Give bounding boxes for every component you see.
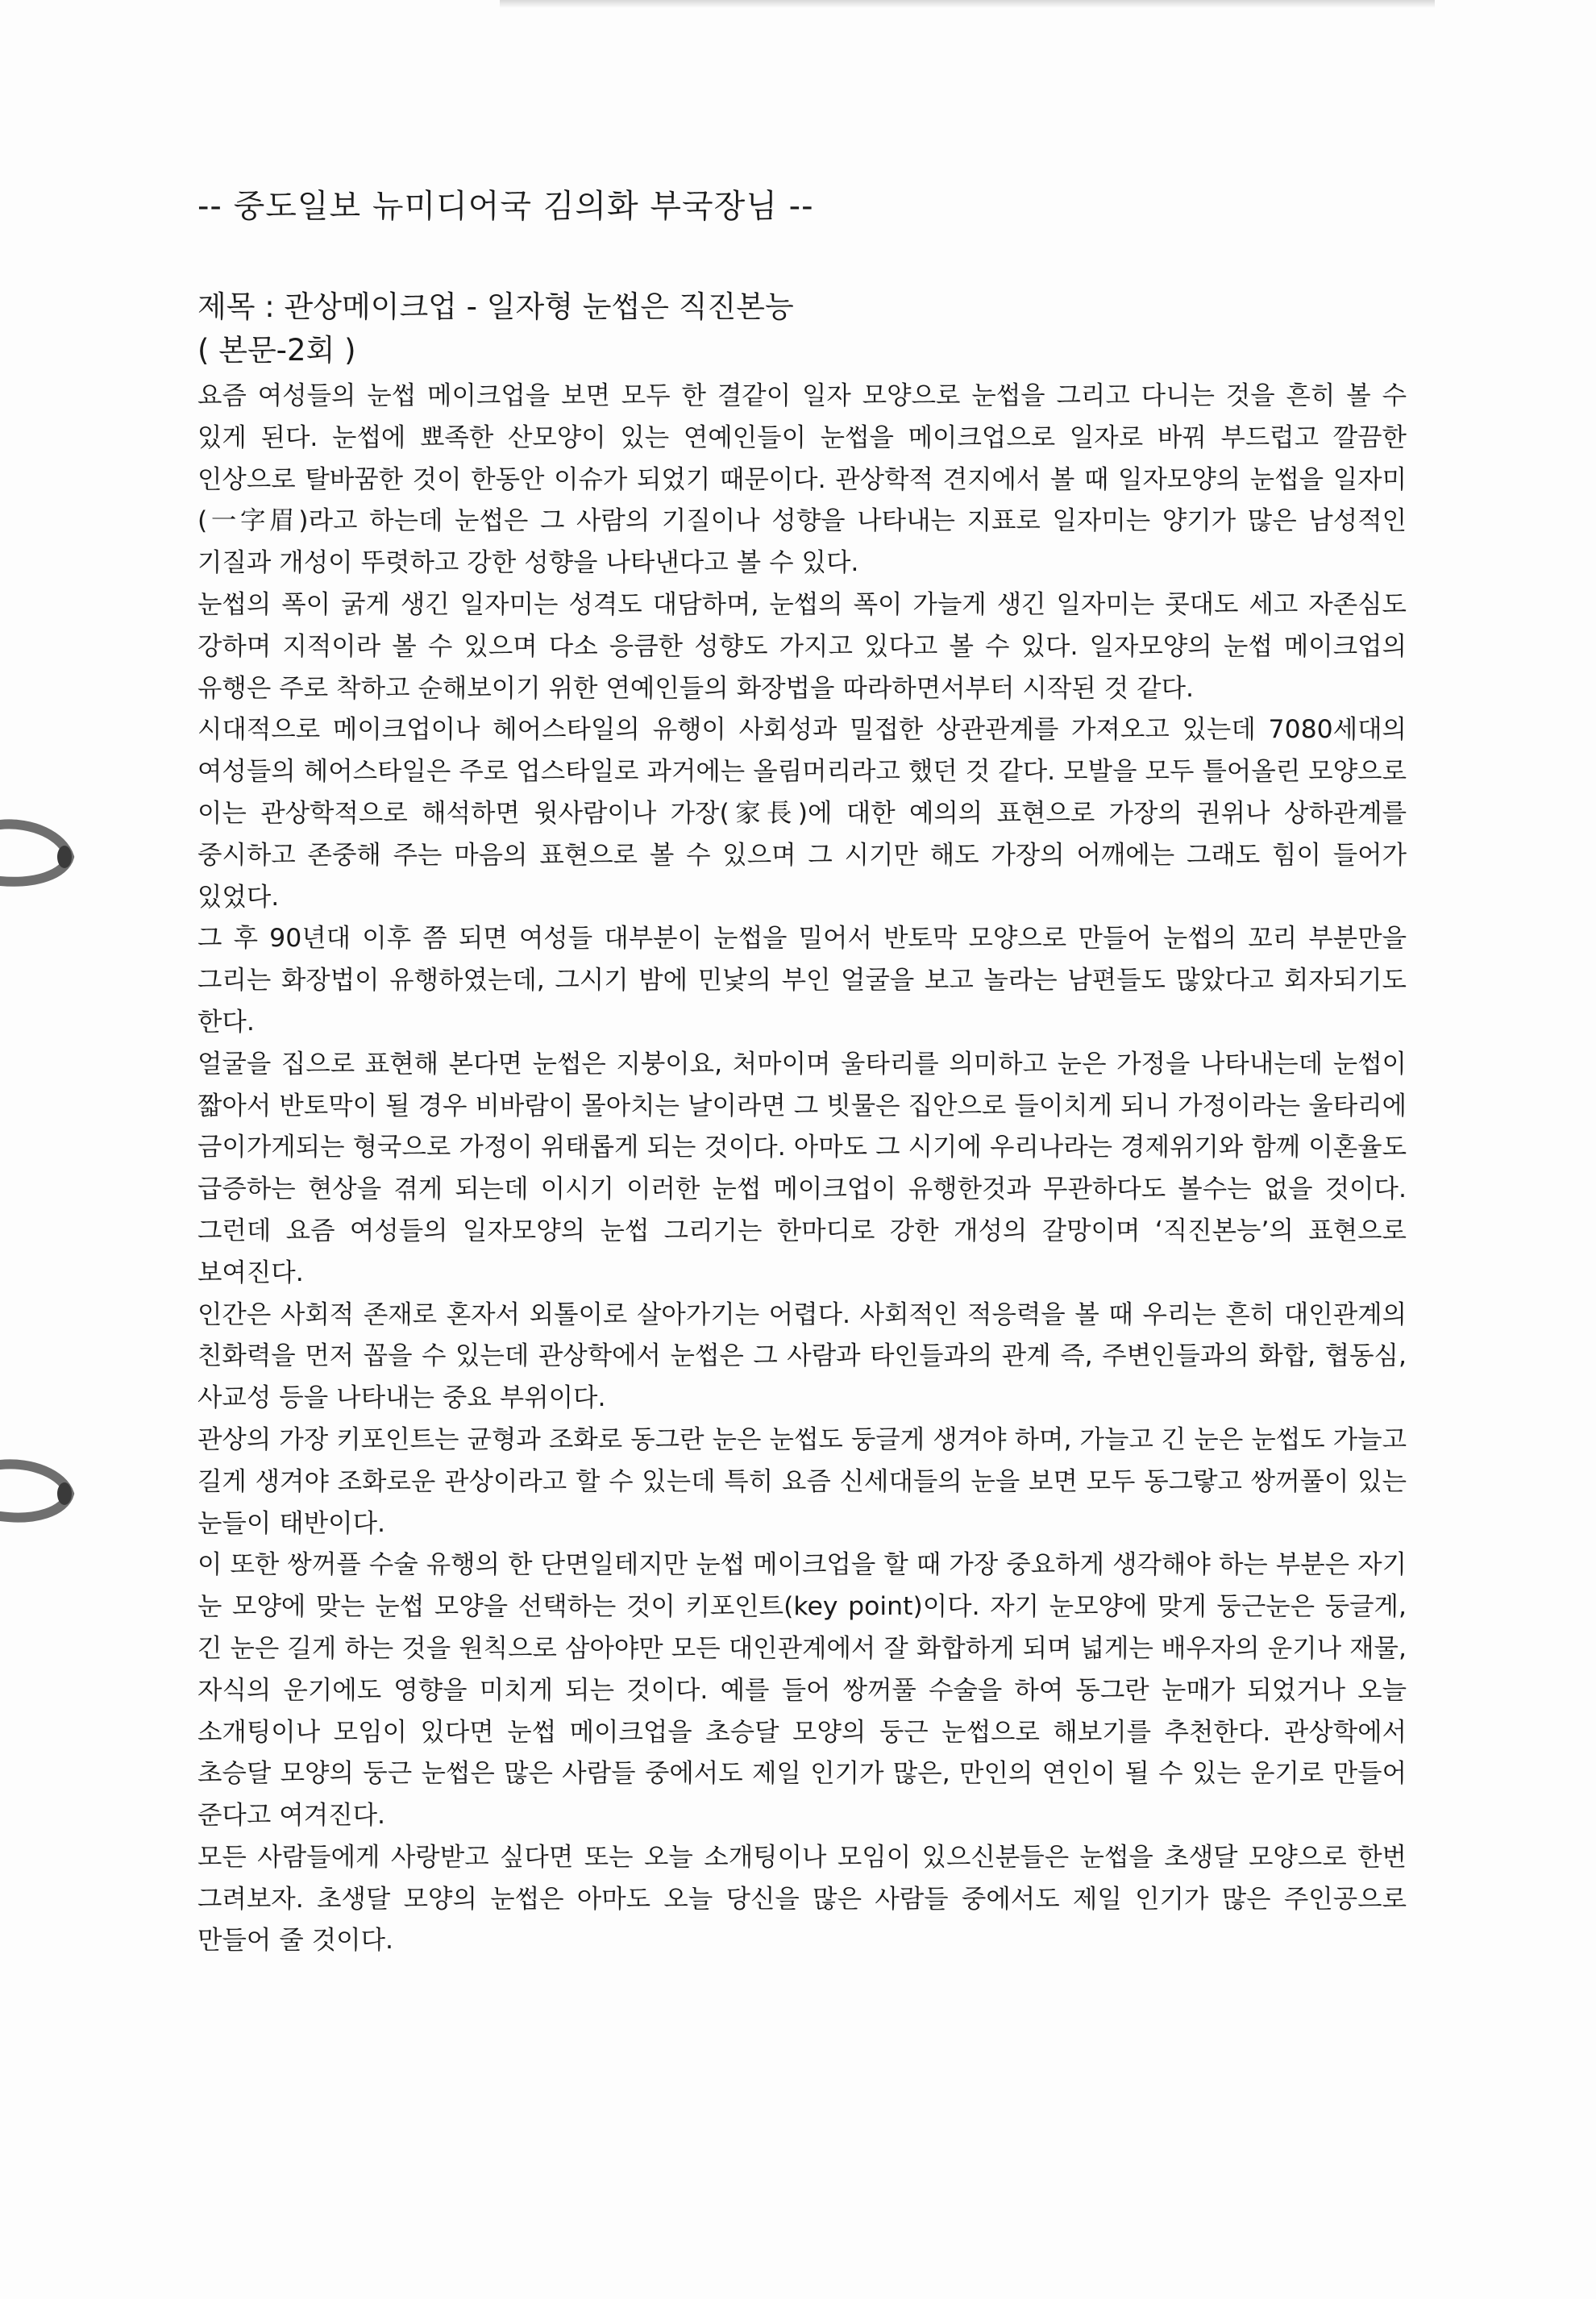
paragraph: 이 또한 쌍꺼플 수술 유행의 한 단면일테지만 눈썹 메이크업을 할 때 가장 중요하게 생각해야 하는 부분은 자기 눈 모양에 맞는 눈썹 모양을 선택하는 것이 키포인트(key point)이다. 자기 눈모양에 맞게 둥근눈은 둥글게, 긴 눈은 길게 하는 것을 원칙으로 삼아야만 모든 대인관계에서 잘 화합하게 되며 넓게는 배우자의 운기나 재물, 자식의 운기에도 영향을 미치게 되는 것이다. 예를 들어 쌍꺼풀 수술을 하여 동그란 눈매가 되었거나 오늘 소개팅이나 모임이 있다면 눈썹 메이크업을 초승달 모양의 둥근 눈썹으로 해보기를 추천한다. 관상학에서 초승달 모양의 둥근 눈썹은 많은 사람들 중에서도 제일 인기가 많은, 만인의 연인이 될 수 있는 운기로 만들어 준다고 여겨진다.: [197, 1550, 1407, 1831]
episode-label: ( 본문-2회 ): [197, 333, 356, 368]
document-body: [197, 184, 1407, 1962]
paragraph: 요즘 여성들의 눈썹 메이크업을 보면 모두 한 결같이 일자 모양으로 눈썹을 그리고 다니는 것을 흔히 볼 수 있게 된다. 눈썹에 뾰족한 산모양이 있는 연예인들이 눈썹을 메이크업으로 일자로 바꿔 부드럽고 깔끔한 인상으로 탈바꿈한 것이 한동안 이슈가 되었기 때문이다. 관상학적 견지에서 볼 때 일자모양의 눈썹을 일자미(一字眉)라고 하는데 눈썹은 그 사람의 기질이나 성향을 나타내는 지표로 일자미는 양기가 많은 남성적인 기질과 개성이 뚜렷하고 강한 성향을 나타낸다고 볼 수 있다.: [197, 381, 1407, 578]
binder-ring-hole: [0, 1447, 89, 1536]
binder-ring-hole: [0, 810, 89, 899]
paragraph: 모든 사람들에게 사랑받고 싶다면 또는 오늘 소개팅이나 모임이 있으신분들은 눈썹을 초생달 모양으로 한번 그려보자. 초생달 모양의 눈썹은 아마도 오늘 당신을 많은 사람들 중에서도 제일 인기가 많은 주인공으로 만들어 줄 것이다.: [197, 1842, 1407, 1956]
paragraph: 그 후 90년대 이후 쯤 되면 여성들 대부분이 눈썹을 밀어서 반토막 모양으로 만들어 눈썹의 꼬리 부분만을 그리는 화장법이 유행하였는데, 그시기 밤에 민낯의 부인 얼굴을 보고 놀라는 남편들도 많았다고 회자되기도 한다.: [197, 924, 1407, 1037]
paragraph: 관상의 가장 키포인트는 균형과 조화로 동그란 눈은 눈썹도 둥글게 생겨야 하며, 가늘고 긴 눈은 눈썹도 가늘고 길게 생겨야 조화로운 관상이라고 할 수 있는데 특히 요즘 신세대들의 눈을 보면 모두 동그랗고 쌍꺼풀이 있는 눈들이 태반이다.: [197, 1424, 1407, 1538]
paragraph: 시대적으로 메이크업이나 헤어스타일의 유행이 사회성과 밀접한 상관관계를 가져오고 있는데 7080세대의 여성들의 헤어스타일은 주로 업스타일로 과거에는 올림머리라고 했던 것 같다. 모발을 모두 틀어올린 모양으로 이는 관상학적으로 해석하면 윗사람이나 가장(家長)에 대한 예의의 표현으로 가장의 권위나 상하관계를 중시하고 존중해 주는 마음의 표현으로 볼 수 있으며 그 시기만 해도 가장의 어깨에는 그래도 힘이 들어가 있었다.: [197, 715, 1407, 912]
paragraph: 얼굴을 집으로 표현해 본다면 눈썹은 지붕이요, 처마이며 울타리를 의미하고 눈은 가정을 나타내는데 눈썹이 짧아서 반토막이 될 경우 비바람이 몰아치는 날이라면 그 빗물은 집안으로 들이치게 되니 가정이라는 울타리에 금이가게되는 형국으로 가정이 위태롭게 되는 것이다. 아마도 그 시기에 우리나라는 경제위기와 함께 이혼율도 급증하는 현상을 겪게 되는데 이시기 이러한 눈썹 메이크업이 유행한것과 무관하다도 볼수는 없을 것이다. 그런데 요즘 여성들의 일자모양의 눈썹 그리기는 한마디로 강한 개성의 갈망이며 ‘직진본능’의 표현으로 보여진다.: [197, 1049, 1407, 1287]
paragraph: 인간은 사회적 존재로 혼자서 외톨이로 살아가기는 어렵다. 사회적인 적응력을 볼 때 우리는 흔히 대인관계의 친화력을 먼저 꼽을 수 있는데 관상학에서 눈썹은 그 사람과 타인들과의 관계 즉, 주변인들과의 화합, 협동심, 사교성 등을 나타내는 중요 부위이다.: [197, 1299, 1407, 1413]
document-header: -- 중도일보 뉴미디어국 김의화 부국장님 --: [197, 188, 814, 225]
document-title: 제목 : 관상메이크업 - 일자형 눈썹은 직진본능: [197, 289, 794, 324]
scan-top-edge: [500, 0, 1435, 8]
paragraph: 눈썹의 폭이 굵게 생긴 일자미는 성격도 대담하며, 눈썹의 폭이 가늘게 생긴 일자미는 콧대도 세고 자존심도 강하며 지적이라 볼 수 있으며 다소 응큼한 성향도 가지고 있다고 볼 수 있다. 일자모양의 눈썹 메이크업의 유행은 주로 착하고 순해보이기 위한 연예인들의 화장법을 따라하면서부터 시작된 것 같다.: [197, 589, 1407, 703]
